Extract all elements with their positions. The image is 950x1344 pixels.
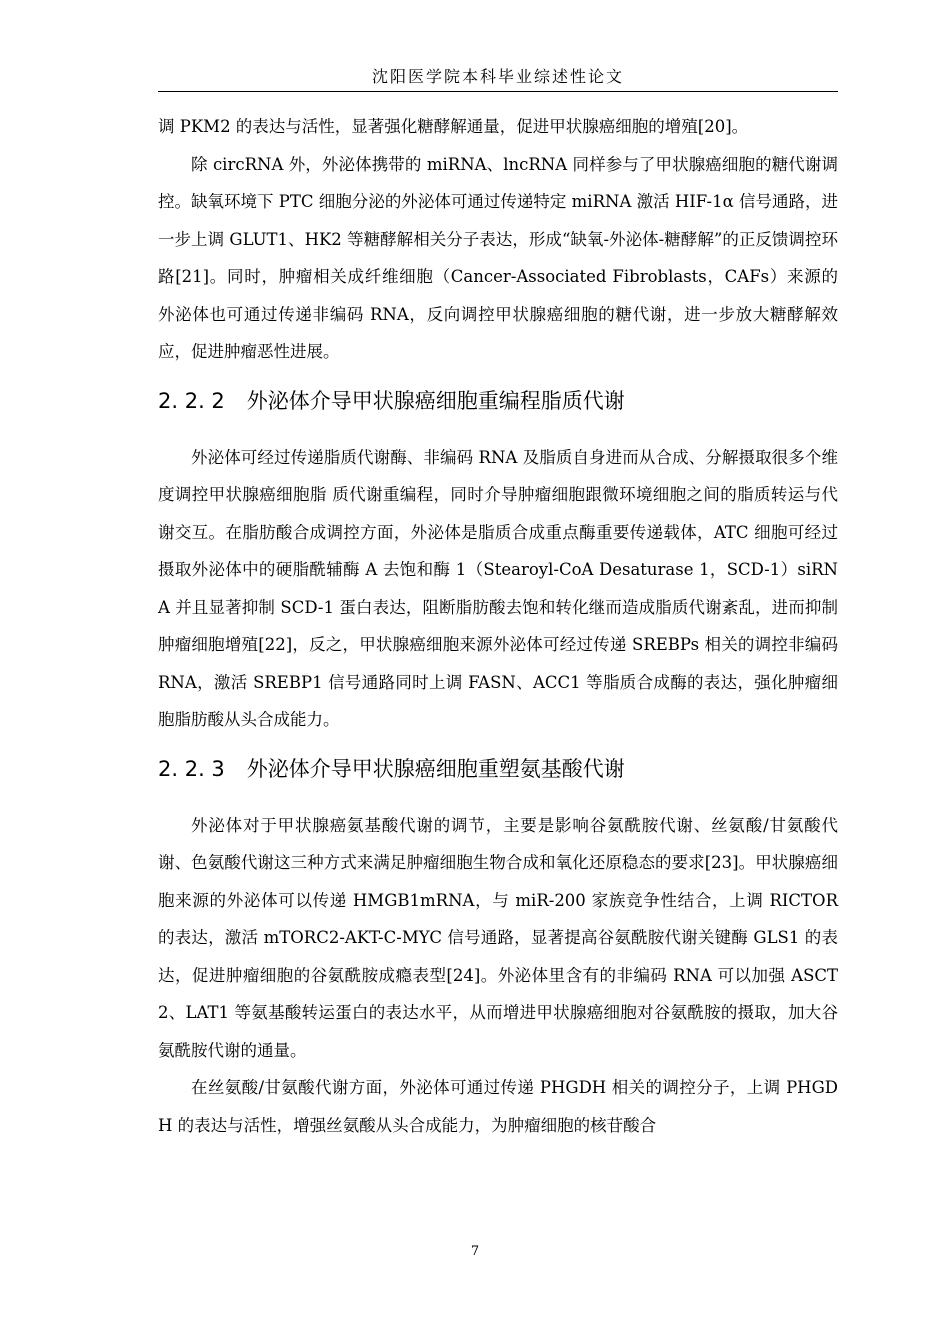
paragraph-lipid-metabolism: 外泌体可经过传递脂质代谢酶、非编码 RNA 及脂质自身进而从合成、分解摄取很多个维度调控甲状腺癌细胞脂 质代谢重编程，同时介导肿瘤细胞跟微环境细胞之间的脂质转运与代谢交互。在脂肪酸合成调控方面，外泌体是脂质合成重点酶重要传递载体，ATC 细胞可经过摄取外泌体中的硬脂酰辅酶 A 去饱和酶 1（Stearoyl-CoA Desaturase 1，SCD-1）siRNA 并且显著抑制 SCD-1 蛋白表达，阻断脂肪酸去饱和转化继而造成脂质代谢紊乱，进而抑制肿瘤细胞增殖[22]，反之，甲状腺癌细胞来源外泌体可经过传递 SREBPs 相关的调控非编码 RNA，激活 SREBP1 信号通路同时上调 FASN、ACC1 等脂质合成酶的表达，强化肿瘤细胞脂肪酸从头合成能力。 [158, 447, 838, 729]
page-number: 7 [470, 1244, 480, 1259]
section-number: 2. 2. 2 [158, 388, 225, 413]
paragraph-serine-glycine: 在丝氨酸/甘氨酸代谢方面，外泌体可通过传递 PHGDH 相关的调控分子，上调 PHGDH 的表达与活性，增强丝氨酸从头合成能力，为肿瘤细胞的核苷酸合 [158, 1078, 838, 1135]
section-title: 外泌体介导甲状腺癌细胞重塑氨基酸代谢 [246, 756, 625, 781]
paragraph-noncoding-rna-glucose: 除 circRNA 外，外泌体携带的 miRNA、lncRNA 同样参与了甲状腺癌细胞的糖代谢调控。缺氧环境下 PTC 细胞分泌的外泌体可通过传递特定 miRNA 激活 HIF-1α 信号通路，进一步上调 GLUT1、HK2 等糖酵解相关分子表达，形成“缺氧-外泌体-糖酵解”的正反馈调控环路[21]。同时，肿瘤相关成纤维细胞（Cancer-Associated Fibroblasts，CAFs）来源的外泌体也可通过传递非编码 RNA，反向调控甲状腺癌细胞的糖代谢，进一步放大糖酵解效应，促进肿瘤恶性进展。 [158, 154, 838, 361]
running-header: 沈阳医学院本科毕业综述性论文 [371, 67, 624, 86]
section-number: 2. 2. 3 [158, 756, 225, 781]
paragraph-amino-acid-metabolism: 外泌体对于甲状腺癌氨基酸代谢的调节，主要是影响谷氨酰胺代谢、丝氨酸/甘氨酸代谢、色氨酸代谢这三种方式来满足肿瘤细胞生物合成和氧化还原稳态的要求[23]。甲状腺癌细胞来源的外泌体可以传递 HMGB1mRNA，与 miR-200 家族竞争性结合，上调 RICTOR 的表达，激活 mTORC2-AKT-C-MYC 信号通路，显著提高谷氨酰胺代谢关键酶 GLS1 的表达，促进肿瘤细胞的谷氨酰胺成瘾表型[24]。外泌体里含有的非编码 RNA 可以加强 ASCT2、LAT1 等氨基酸转运蛋白的表达水平，从而增进甲状腺癌细胞对谷氨酰胺的摄取，加大谷氨酰胺代谢的通量。 [158, 815, 838, 1060]
section-heading-2-2-3 [158, 757, 838, 781]
header-rule [158, 91, 838, 92]
document-body [158, 108, 838, 1144]
section-heading-2-2-2 [158, 389, 838, 413]
section-title: 外泌体介导甲状腺癌细胞重编程脂质代谢 [246, 388, 625, 413]
paragraph-continuation: 调 PKM2 的表达与活性，显著强化糖酵解通量，促进甲状腺癌细胞的增殖[20]。 [158, 117, 749, 136]
